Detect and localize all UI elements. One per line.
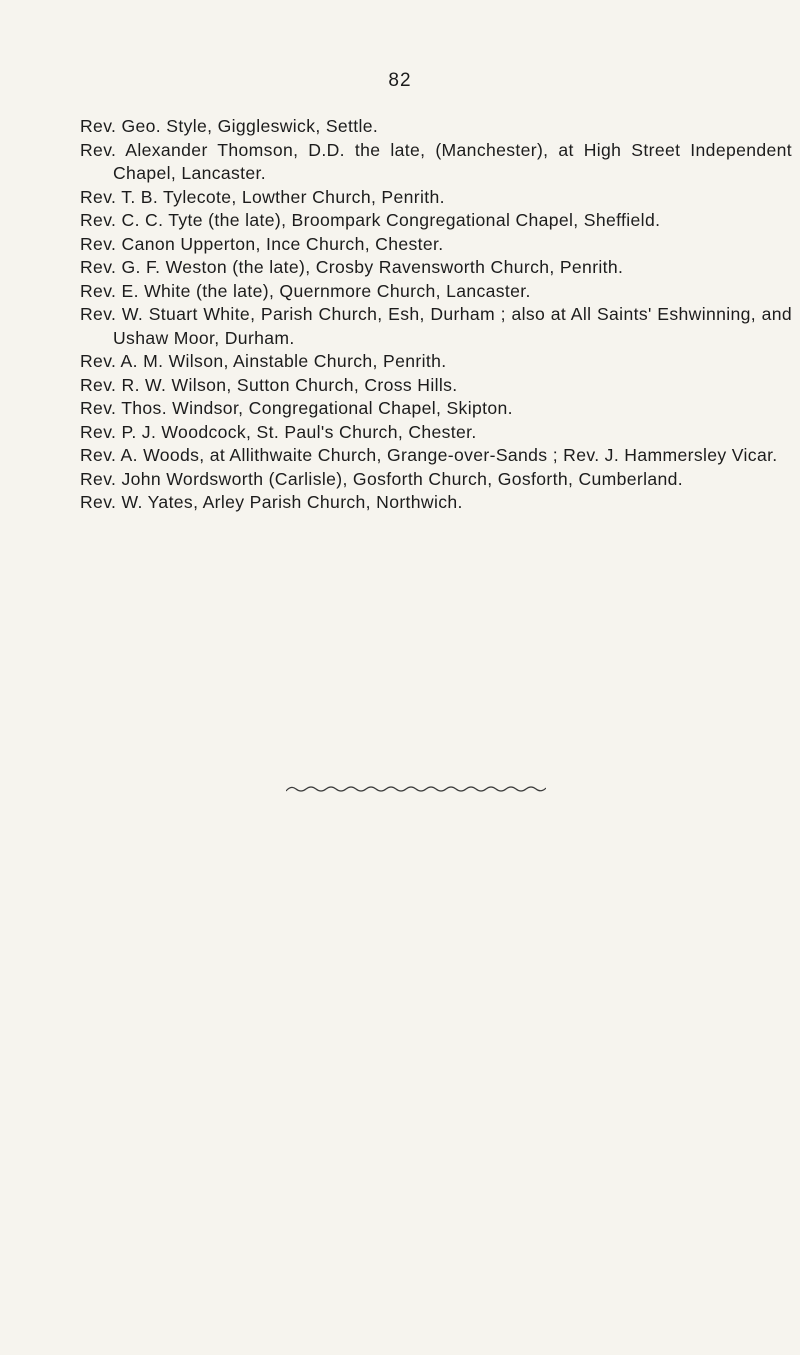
list-entry: Rev. C. C. Tyte (the late), Broompark Congregational Chapel, Sheffield. <box>80 210 661 230</box>
list-entry: Rev. Canon Upperton, Ince Church, Chester. <box>80 233 444 254</box>
list-entry: Rev. Thos. Windsor, Congregational Chapel, Skipton. <box>80 398 513 418</box>
list-entry: Rev. W. Yates, Arley Parish Church, Northwich. <box>80 492 463 512</box>
wavy-rule-ornament-icon <box>286 783 546 795</box>
page-number: 82 <box>388 70 412 91</box>
list-entry: Rev. R. W. Wilson, Sutton Church, Cross Hills. <box>80 374 458 395</box>
list-entry: Rev. T. B. Tylecote, Lowther Church, Penrith. <box>80 186 445 207</box>
list-entry: Rev. E. White (the late), Quernmore Church, Lancaster. <box>80 280 531 301</box>
list-entry: Rev. G. F. Weston (the late), Crosby Ravensworth Church, Penrith. <box>80 257 624 277</box>
clergy-list <box>80 115 792 515</box>
list-entry: Rev. John Wordsworth (Carlisle), Gosforth Church, Gosforth, Cumberland. <box>80 468 684 489</box>
list-entry: Rev. A. M. Wilson, Ainstable Church, Penrith. <box>80 351 447 371</box>
list-entry: Rev. Alexander Thomson, D.D. the late, (Manchester), at High Street Independent Chapel, Lancaster. <box>80 139 792 183</box>
list-entry: Rev. P. J. Woodcock, St. Paul's Church, Chester. <box>80 421 477 442</box>
list-entry: Rev. W. Stuart White, Parish Church, Esh, Durham ; also at All Saints' Eshwinning, and Ushaw Moor, Durham. <box>80 304 792 348</box>
list-entry: Rev. Geo. Style, Giggleswick, Settle. <box>80 116 379 136</box>
list-entry: Rev. A. Woods, at Allithwaite Church, Grange-over-Sands ; Rev. J. Hammersley Vicar. <box>80 445 778 465</box>
